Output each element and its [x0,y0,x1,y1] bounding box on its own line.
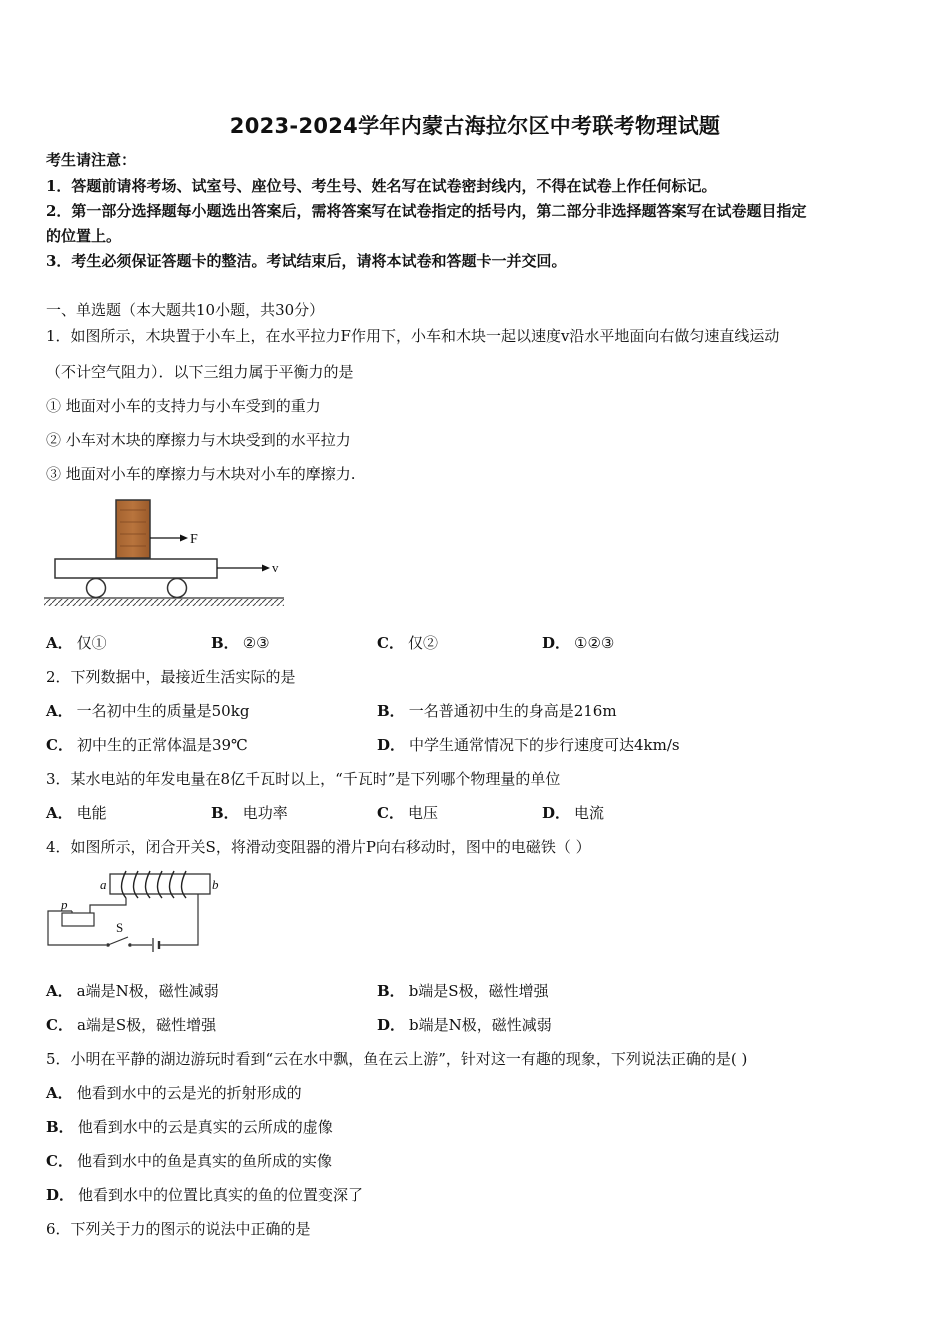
option-text: a端是N极，磁性减弱 [76,982,219,1000]
option-text: 电流 [574,804,605,822]
end-b-label: b [212,877,219,892]
option-letter: C． [46,1152,73,1170]
option-letter: D． [542,634,571,652]
option-letter: B． [377,982,405,1000]
option-letter: C． [377,804,404,822]
notice-item-1: 1．答题前请将考场、试室号、座位号、考生号、姓名写在试卷密封线内，不得在试卷上作任何标记。 [46,177,717,195]
q4-circuit-figure [40,865,230,955]
option-letter: C． [377,634,404,652]
option-text: 一名初中生的质量是50kg [76,702,250,720]
q2-option-a[interactable] [46,701,249,721]
option-letter: A． [46,1084,73,1102]
q5-option-b[interactable] [46,1117,333,1137]
option-letter: D． [542,804,571,822]
q6-stem: 6．下列关于力的图示的说法中正确的是 [46,1220,311,1238]
q1-statement-3: ③ 地面对小车的摩擦力与木块对小车的摩擦力. [46,465,356,483]
option-letter: A． [46,982,73,1000]
force-arrow-icon [150,535,188,542]
q5-option-d[interactable] [46,1185,363,1205]
switch-s-label: S [116,920,124,935]
q4-option-b[interactable] [377,981,549,1001]
q4-option-d[interactable] [377,1015,552,1035]
end-a-label: a [100,877,107,892]
option-text: 仅① [76,634,107,652]
option-text: 电功率 [242,804,288,822]
q4-option-a[interactable] [46,981,219,1001]
option-text: ①②③ [574,634,615,652]
q2-option-d[interactable] [377,735,680,755]
q1-cart-figure [40,495,290,613]
option-text: 电压 [407,804,438,822]
q1-stem-line2: （不计空气阻力）．以下三组力属于平衡力的是 [46,363,354,381]
option-letter: B． [46,1118,74,1136]
q3-option-c[interactable] [377,803,438,823]
q3-option-b[interactable] [211,803,288,823]
notice-item-2: 2．第一部分选择题每小题选出答案后，需将答案写在试卷指定的括号内，第二部分非选择题答案写在试卷题目指定 [46,202,807,220]
q4-option-c[interactable] [46,1015,216,1035]
q3-option-a[interactable] [46,803,107,823]
velocity-arrow-icon [217,565,270,572]
notice-item-3: 3．考生必须保证答题卡的整洁。考试结束后，请将本试卷和答题卡一并交回。 [46,252,567,270]
notice-item-2-cont: 的位置上。 [46,227,122,245]
rheostat [62,913,94,926]
q1-option-d[interactable] [542,633,614,653]
option-letter: B． [211,804,239,822]
force-label: F [190,532,198,547]
option-text: ②③ [242,634,270,652]
option-text: b端是S极，磁性增强 [408,982,549,1000]
option-text: 他看到水中的云是光的折射形成的 [76,1084,302,1102]
q2-option-b[interactable] [377,701,617,721]
q2-option-c[interactable] [46,735,248,755]
q4-stem: 4．如图所示，闭合开关S，将滑动变阻器的滑片P向右移动时，图中的电磁铁（ ） [46,838,591,856]
option-text: b端是N极，磁性减弱 [409,1016,552,1034]
option-text: 初中生的正常体温是39℃ [76,736,248,754]
section-heading: 一、单选题（本大题共10小题，共30分） [46,301,325,319]
option-letter: D． [377,736,406,754]
option-letter: B． [377,702,405,720]
option-letter: B． [211,634,239,652]
q5-stem: 5．小明在平静的湖边游玩时看到“云在水中飘，鱼在云上游”，针对这一有趣的现象，下列说法正确的是( ) [46,1050,748,1068]
ground-hatch [44,599,284,606]
q1-option-a[interactable] [46,633,107,653]
option-letter: D． [377,1016,406,1034]
q1-option-b[interactable] [211,633,270,653]
option-letter: A． [46,634,73,652]
option-letter: C． [46,736,73,754]
slider-p-label: p [61,897,68,912]
option-letter: A． [46,804,73,822]
switch-icon [106,937,132,947]
q5-option-a[interactable] [46,1083,302,1103]
option-text: 一名普通初中生的身高是216m [408,702,617,720]
option-letter: C． [46,1016,73,1034]
q3-option-d[interactable] [542,803,604,823]
q1-statement-1: ① 地面对小车的支持力与小车受到的重力 [46,397,321,415]
q1-option-c[interactable] [377,633,438,653]
battery-icon [153,938,159,952]
option-letter: D． [46,1186,75,1204]
cart-body [55,559,217,578]
cart-wheel-right [168,579,187,598]
option-text: a端是S极，磁性增强 [76,1016,217,1034]
q2-stem: 2．下列数据中，最接近生活实际的是 [46,668,296,686]
option-text: 电能 [76,804,107,822]
option-text: 他看到水中的位置比真实的鱼的位置变深了 [78,1186,364,1204]
q1-stem-line1: 1．如图所示，木块置于小车上，在水平拉力F作用下，小车和木块一起以速度v沿水平地面向右做匀速直线运动 [46,327,780,345]
velocity-label: v [272,560,279,575]
q1-statement-2: ② 小车对木块的摩擦力与木块受到的水平拉力 [46,431,351,449]
q3-stem: 3．某水电站的年发电量在8亿千瓦时以上，“千瓦时”是下列哪个物理量的单位 [46,770,561,788]
page-title: 2023-2024学年内蒙古海拉尔区中考联考物理试题 [229,114,721,138]
cart-wheel-left [87,579,106,598]
option-letter: A． [46,702,73,720]
option-text: 中学生通常情况下的步行速度可达4km/s [409,736,680,754]
option-text: 他看到水中的云是真实的云所成的虚像 [77,1118,333,1136]
option-text: 仅② [407,634,438,652]
q5-option-c[interactable] [46,1151,332,1171]
option-text: 他看到水中的鱼是真实的鱼所成的实像 [76,1152,332,1170]
wood-block [116,500,150,558]
notice-heading: 考生请注意： [46,151,137,169]
